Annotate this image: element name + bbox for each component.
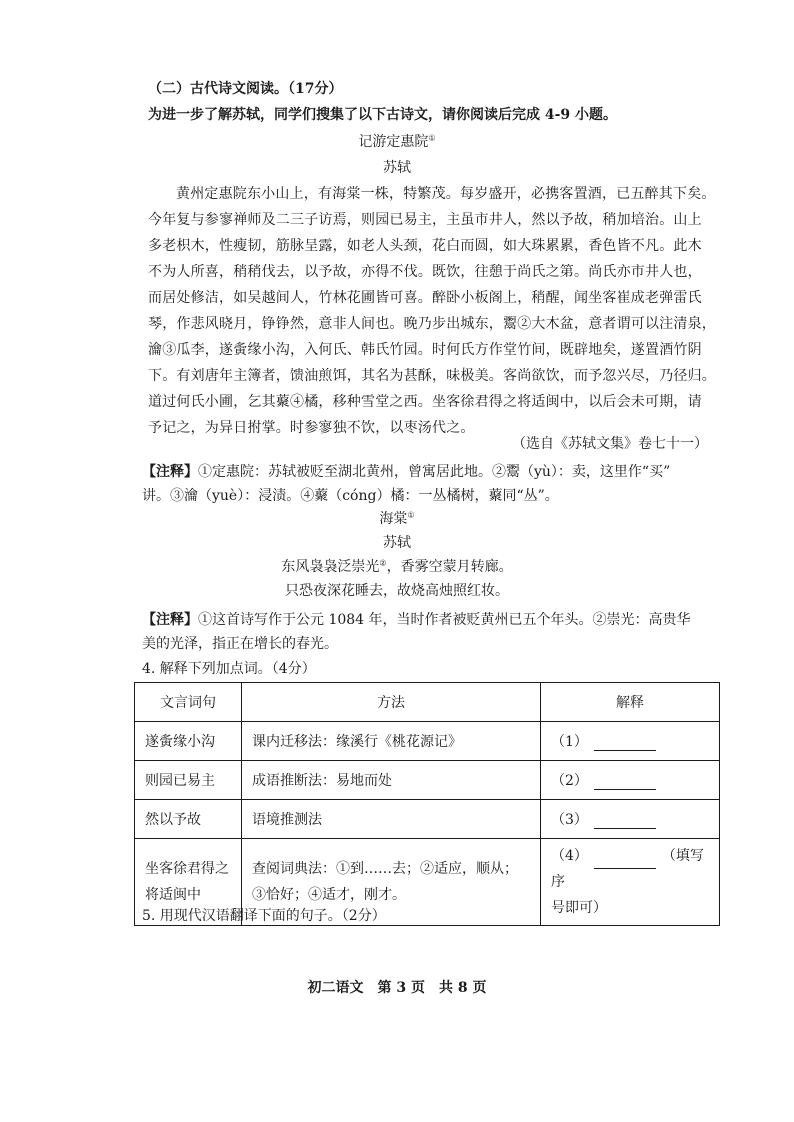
q4-header-answer: 解释 xyxy=(541,683,720,722)
q4-table xyxy=(134,682,720,926)
text1-line-10: 予记之，为异日拊掌。时参寥独不饮，以枣汤代之。 xyxy=(148,420,475,436)
text1-line-4: 不为人所喜，稍稍伐去，以予故，亦得不伐。既饮，往憩于尚氏之第。尚氏亦市井人也， xyxy=(148,264,702,280)
q4-row2-answer-blank[interactable] xyxy=(594,775,656,790)
text2-title-text: 海棠 xyxy=(379,511,408,527)
q4-row2-answer-label: （2） xyxy=(551,773,588,789)
q4-row3-answer-cell xyxy=(541,800,720,839)
text1-notes-text-1: ①定惠院：苏轼被贬至湖北黄州，曾寓居此地。②鬻（yù）：卖，这里作“买” xyxy=(198,464,671,480)
q4-header-phrase: 文言词句 xyxy=(135,683,242,722)
q4-row4-answer-hint-1: （填写序 xyxy=(551,848,704,890)
q4-header-row xyxy=(135,683,720,722)
text1-line-3: 多老枳木，性瘦韧，筋脉呈露，如老人头颈，花白而圆，如大珠累累，香色皆不凡。此木 xyxy=(148,238,702,254)
text1-notes-line-2: 讲。③瀹（yuè）：浸渍。④藂（cóng）橘：一丛橘树，藂同“丛”。 xyxy=(142,488,559,504)
poem-line-1 xyxy=(0,556,794,576)
text2-notes-text-1: ①这首诗写作于公元 1084 年，当时作者被贬黄州已五个年头。②崇光：高贵华 xyxy=(198,612,691,628)
text2-notes-label: 【注释】 xyxy=(142,612,198,628)
text1-line-8: 下。有刘唐年主簿者，馈油煎饵，其名为甚酥，味极美。客尚欲饮，而予忽兴尽，乃径归。 xyxy=(148,368,716,384)
q4-row1-answer-label: （1） xyxy=(551,734,588,750)
q4-row4-answer-label: （4） xyxy=(551,848,588,864)
q4-row1-method: 课内迁移法：缘溪行《桃花源记》 xyxy=(242,722,541,761)
q4-row3-phrase: 然以予故 xyxy=(135,800,242,839)
q4-row4-answer-blank[interactable] xyxy=(594,854,656,869)
text1-line-9: 道过何氏小圃，乞其藂④橘，移种雪堂之西。坐客徐君得之将适闽中，以后会未可期，请 xyxy=(148,394,702,410)
q4-header-method: 方法 xyxy=(242,683,541,722)
poem-line-2: 只恐夜深花睡去，故烧高烛照红妆。 xyxy=(285,583,509,599)
q4-row4-method-line-1: 查阅词典法：①到……去；②适应，顺从； xyxy=(252,861,518,877)
text1-title-text: 记游定惠院 xyxy=(358,134,429,150)
q4-row4-method-line-2: ③恰好；④适才，刚才。 xyxy=(252,887,406,903)
q4-row2-answer-cell xyxy=(541,761,720,800)
table-row xyxy=(135,761,720,800)
table-row xyxy=(135,722,720,761)
q4-row4-phrase-line-1: 坐客徐君得之 xyxy=(145,861,229,877)
text1-source: （选自《苏轼文集》卷七十一） xyxy=(512,436,708,452)
q4-row1-answer-cell xyxy=(541,722,720,761)
poem-line-1b: ，香雾空蒙月转廊。 xyxy=(386,559,513,575)
text1-title xyxy=(0,131,794,151)
q4-row1-phrase: 遂夤缘小沟 xyxy=(135,722,242,761)
text2-title xyxy=(0,508,794,528)
text2-author: 苏轼 xyxy=(383,535,411,551)
text2-notes-line-1 xyxy=(142,609,691,629)
poem-line-1a: 东风袅袅泛崇光 xyxy=(281,559,380,575)
text1-line-2: 今年复与参寥禅师及二三子访焉，则园已易主，主虽市井人，然以予故，稍加培治。山上 xyxy=(148,212,702,228)
text1-line-1: 黄州定惠院东小山上，有海棠一株，特繁茂。每岁盛开，必携客置酒，已五醉其下矣。 xyxy=(176,186,716,202)
page-footer: 初二语文 第 3 页 共 8 页 xyxy=(307,980,487,996)
q4-row1-answer-blank[interactable] xyxy=(594,736,656,751)
text1-title-mark: ① xyxy=(428,133,436,143)
q4-row4-phrase-line-2: 将适闽中 xyxy=(145,887,201,903)
q4-row2-method: 成语推断法：易地而处 xyxy=(242,761,541,800)
table-row xyxy=(135,800,720,839)
q4-row4-answer-hint-2: 号即可） xyxy=(551,900,607,916)
text1-notes-label: 【注释】 xyxy=(142,464,198,480)
q4-row3-answer-label: （3） xyxy=(551,812,588,828)
q4-row3-method: 语境推测法 xyxy=(242,800,541,839)
text1-notes-line-1 xyxy=(142,461,670,481)
intro-instruction: 为进一步了解苏轼，同学们搜集了以下古诗文，请你阅读后完成 4-9 小题。 xyxy=(148,107,618,123)
q4-row2-phrase: 则园已易主 xyxy=(135,761,242,800)
q4-row4-answer-cell xyxy=(541,839,720,926)
q4-row3-answer-blank[interactable] xyxy=(594,814,656,829)
poem-line-1-mark: ② xyxy=(379,558,387,568)
section-heading: （二）古代诗文阅读。（17分） xyxy=(148,81,343,97)
text2-notes-line-2: 美的光泽，指正在增长的春光。 xyxy=(142,636,338,652)
text1-author: 苏轼 xyxy=(383,160,411,176)
text2-title-mark: ① xyxy=(407,510,415,520)
q4-prompt: 4. 解释下列加点词。（4分） xyxy=(142,661,316,677)
text1-line-7: 瀹③瓜李，遂夤缘小沟，入何氏、韩氏竹园。时何氏方作堂竹间，既辟地矣，遂置酒竹阴 xyxy=(148,342,702,358)
text1-line-5: 而居处修洁，如吴越间人，竹林花圃皆可喜。醉卧小板阁上，稍醒，闻坐客崔成老弹雷氏 xyxy=(148,290,702,306)
q5-prompt: 5. 用现代汉语翻译下面的句子。（2分） xyxy=(142,908,386,924)
text1-line-6: 琴，作悲风晓月，铮铮然，意非人间也。晚乃步出城东，鬻②大木盆，意者谓可以注清泉， xyxy=(148,316,716,332)
